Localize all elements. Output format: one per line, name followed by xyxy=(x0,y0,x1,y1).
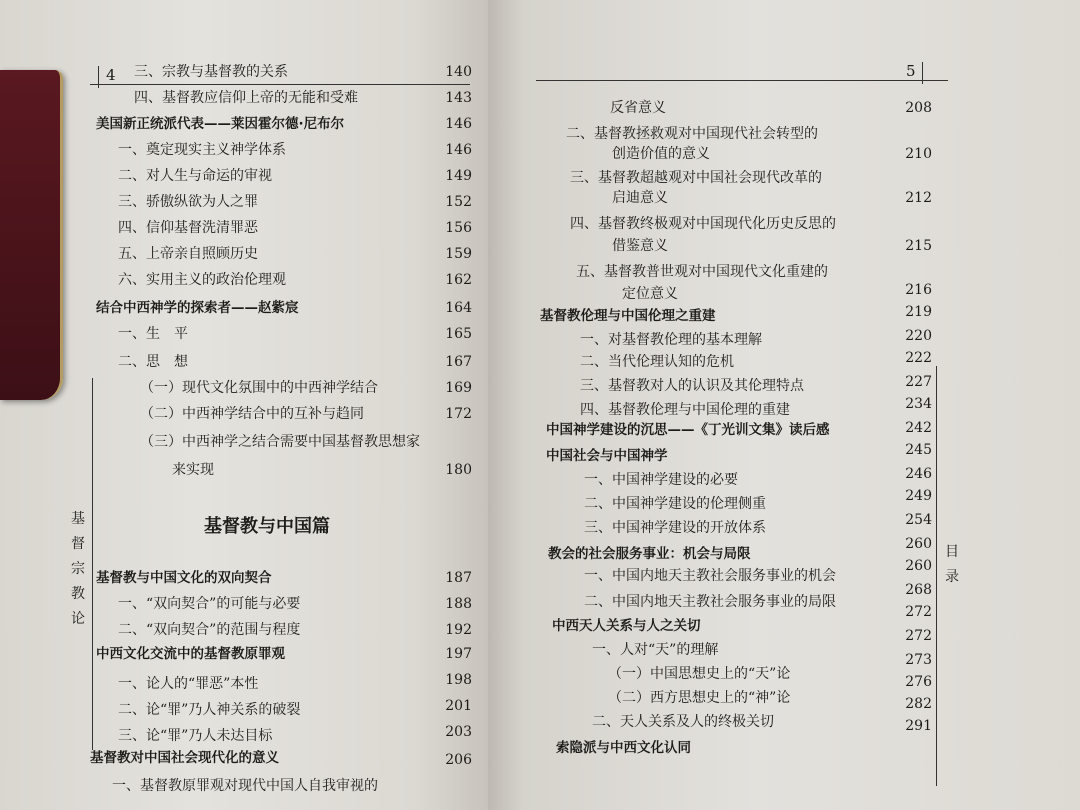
toc-page: 222 xyxy=(905,350,932,366)
toc-page: 167 xyxy=(445,354,472,370)
toc-chapter: 中国社会与中国神学 xyxy=(546,448,668,464)
toc-entry: 启迪意义 xyxy=(612,190,668,206)
toc-page: 220 xyxy=(905,328,932,344)
toc-page: 234 xyxy=(905,396,932,412)
toc-entry: 四、基督教应信仰上帝的无能和受难 xyxy=(134,90,358,106)
side-tab-title: 目 录 xyxy=(945,544,973,585)
toc-chapter: 结合中西神学的探索者——赵紫宸 xyxy=(96,300,299,316)
toc-page: 188 xyxy=(445,596,472,612)
toc-page: 164 xyxy=(445,300,472,316)
toc-page: 272 xyxy=(905,604,932,620)
toc-page: 272 xyxy=(905,628,932,644)
toc-page: 254 xyxy=(905,512,932,528)
toc-entry: （二）中西神学结合中的互补与趋同 xyxy=(140,406,364,422)
toc-entry: 一、中国内地天主教社会服务事业的机会 xyxy=(584,568,836,584)
toc-entry: 二、当代伦理认知的危机 xyxy=(580,354,734,370)
toc-page: 210 xyxy=(905,146,932,162)
toc-entry: 定位意义 xyxy=(622,286,678,302)
toc-chapter: 中西文化交流中的基督教原罪观 xyxy=(96,646,285,662)
toc-entry: 二、中国内地天主教社会服务事业的局限 xyxy=(584,594,836,610)
toc-entry: 三、基督教对人的认识及其伦理特点 xyxy=(580,378,804,394)
toc-page: 208 xyxy=(905,100,932,116)
toc-entry: 来实现 xyxy=(172,462,214,478)
toc-entry: 三、宗教与基督教的关系 xyxy=(134,64,288,80)
side-tab-title: 基督宗教论 xyxy=(71,511,85,627)
toc-chapter: 教会的社会服务事业：机会与局限 xyxy=(548,546,751,562)
toc-entry: 一、“双向契合”的可能与必要 xyxy=(118,596,301,612)
toc-page: 206 xyxy=(445,752,472,768)
toc-page: 169 xyxy=(445,380,472,396)
toc-page: 212 xyxy=(905,190,932,206)
toc-entry: 三、骄傲纵欲为人之罪 xyxy=(118,194,258,210)
toc-entry: 创造价值的意义 xyxy=(612,146,710,162)
toc-entry: 三、基督教超越观对中国社会现代改革的 xyxy=(570,170,822,186)
toc-chapter: 基督教伦理与中国伦理之重建 xyxy=(540,308,716,324)
toc-entry: 二、基督教拯救观对中国现代社会转型的 xyxy=(566,126,818,142)
toc-page: 180 xyxy=(445,462,472,478)
toc-page: 273 xyxy=(905,652,932,668)
toc-page: 203 xyxy=(445,724,472,740)
toc-page: 246 xyxy=(905,466,932,482)
toc-entry: （二）西方思想史上的“神”论 xyxy=(608,690,791,706)
header-rule xyxy=(536,80,948,81)
toc-page: 276 xyxy=(905,674,932,690)
toc-entry: 一、人对“天”的理解 xyxy=(592,642,719,658)
toc-page: 156 xyxy=(445,220,472,236)
toc-page: 291 xyxy=(905,718,932,734)
toc-entry: 二、中国神学建设的伦理侧重 xyxy=(584,496,766,512)
toc-entry: 二、天人关系及人的终极关切 xyxy=(592,714,774,730)
bookmark-ribbon xyxy=(0,70,63,400)
toc-entry: 一、奠定现实主义神学体系 xyxy=(118,142,286,158)
toc-chapter: 美国新正统派代表——莱因霍尔德·尼布尔 xyxy=(96,116,345,132)
toc-page: 146 xyxy=(445,116,472,132)
toc-chapter: 中西天人关系与人之关切 xyxy=(552,618,701,634)
toc-entry: 五、基督教普世观对中国现代文化重建的 xyxy=(576,264,828,280)
page-number: 5 xyxy=(906,62,916,80)
left-page xyxy=(0,0,488,810)
toc-entry: 四、基督教终极观对中国现代化历史反思的 xyxy=(570,216,836,232)
toc-page: 268 xyxy=(905,582,932,598)
toc-entry: 一、论人的“罪恶”本性 xyxy=(118,676,259,692)
header-tick xyxy=(98,66,99,88)
toc-entry: 借鉴意义 xyxy=(612,238,668,254)
right-page xyxy=(488,0,1080,810)
toc-entry: 四、基督教伦理与中国伦理的重建 xyxy=(580,402,790,418)
toc-entry: 一、中国神学建设的必要 xyxy=(584,472,738,488)
toc-entry: 一、基督教原罪观对现代中国人自我审视的 xyxy=(112,778,378,794)
toc-entry: 三、中国神学建设的开放体系 xyxy=(584,520,766,536)
toc-page: 260 xyxy=(905,558,932,574)
toc-page: 198 xyxy=(445,672,472,688)
toc-entry: 五、上帝亲自照顾历史 xyxy=(118,246,258,262)
side-rule xyxy=(92,378,93,750)
toc-page: 152 xyxy=(445,194,472,210)
toc-chapter: 基督教与中国文化的双向契合 xyxy=(96,570,272,586)
toc-page: 165 xyxy=(445,326,472,342)
toc-entry: 一、对基督教伦理的基本理解 xyxy=(580,332,762,348)
toc-page: 140 xyxy=(445,64,472,80)
toc-page: 172 xyxy=(445,406,472,422)
toc-entry: 二、论“罪”乃人神关系的破裂 xyxy=(118,702,301,718)
toc-chapter: 索隐派与中西文化认同 xyxy=(556,740,691,756)
toc-page: 215 xyxy=(905,238,932,254)
toc-page: 187 xyxy=(445,570,472,586)
toc-page: 201 xyxy=(445,698,472,714)
toc-page: 143 xyxy=(445,90,472,106)
toc-page: 192 xyxy=(445,622,472,638)
header-rule xyxy=(90,84,470,85)
toc-page: 227 xyxy=(905,374,932,390)
toc-page: 149 xyxy=(445,168,472,184)
toc-page: 242 xyxy=(905,420,932,436)
toc-chapter: 中国神学建设的沉思——《丁光训文集》读后感 xyxy=(546,422,830,438)
toc-page: 162 xyxy=(445,272,472,288)
toc-entry: 四、信仰基督洗清罪恶 xyxy=(118,220,258,236)
toc-entry: （三）中西神学之结合需要中国基督教思想家 xyxy=(140,434,420,450)
toc-entry: 二、思 想 xyxy=(118,354,188,370)
toc-page: 159 xyxy=(445,246,472,262)
header-tick xyxy=(922,62,923,84)
toc-page: 197 xyxy=(445,646,472,662)
toc-entry: 一、生 平 xyxy=(118,326,188,342)
toc-entry: 二、对人生与命运的审视 xyxy=(118,168,272,184)
toc-entry: 反省意义 xyxy=(610,100,666,116)
toc-entry: （一）中国思想史上的“天”论 xyxy=(608,666,791,682)
side-rule xyxy=(936,366,937,786)
toc-page: 249 xyxy=(905,488,932,504)
toc-page: 219 xyxy=(905,304,932,320)
toc-entry: 二、“双向契合”的范围与程度 xyxy=(118,622,301,638)
toc-page: 216 xyxy=(905,282,932,298)
toc-page: 260 xyxy=(905,536,932,552)
toc-entry: （一）现代文化氛围中的中西神学结合 xyxy=(140,380,378,396)
toc-page: 146 xyxy=(445,142,472,158)
toc-entry: 三、论“罪”乃人未达目标 xyxy=(118,728,273,744)
page-number: 4 xyxy=(106,66,116,84)
toc-entry: 六、实用主义的政治伦理观 xyxy=(118,272,286,288)
part-title: 基督教与中国篇 xyxy=(204,516,330,537)
toc-page: 282 xyxy=(905,696,932,712)
toc-chapter: 基督教对中国社会现代化的意义 xyxy=(90,750,279,766)
toc-page: 245 xyxy=(905,442,932,458)
